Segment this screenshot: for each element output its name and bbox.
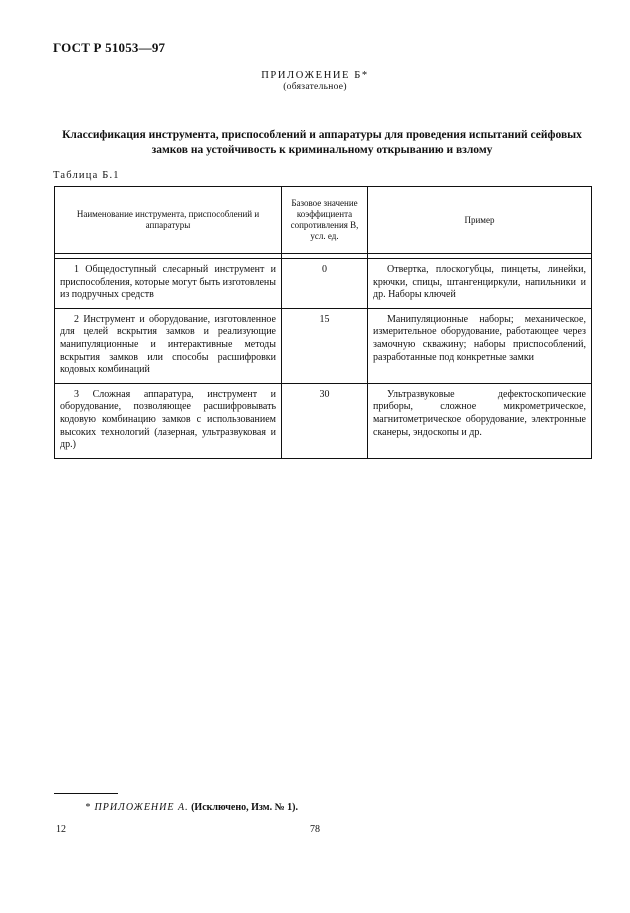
table-row (55, 308, 592, 383)
appendix-title: ПРИЛОЖЕНИЕ Б* (261, 70, 369, 81)
page-number-left: 12 (56, 824, 66, 835)
table-row (55, 383, 592, 458)
column-header-name: Наименование инструмента, приспособлений и аппаратуры (55, 187, 282, 254)
footnote-divider (54, 793, 118, 794)
row-name-cell: 2 Инструмент и оборудование, изготовленное для целей вскрытия замков и реализующие манипуляционные и интерактивные методы вскрытия замков или способы расшифровки кодовых комбинаций (55, 308, 282, 383)
page-number-center: 78 (310, 824, 320, 835)
footnote (85, 802, 298, 813)
column-header-example: Пример (368, 187, 592, 254)
row-value-cell: 30 (282, 383, 368, 458)
document-code: ГОСТ Р 51053—97 (53, 40, 166, 55)
main-title: Классификация инструмента, приспособлений и аппаратуры для проведения испытаний сейфовых замков на устойчивость к криминальному открыванию и взлому (62, 129, 582, 156)
row-example-cell: Отвертка, плоскогубцы, пинцеты, линейки, крючки, спицы, штангенциркули, напильники и др. Наборы ключей (368, 259, 592, 309)
table-label: Таблица Б.1 (53, 170, 120, 181)
footnote-label: * ПРИЛОЖЕНИЕ А. (85, 802, 189, 813)
footnote-text: (Исключено, Изм. № 1). (191, 802, 298, 813)
row-example-cell: Ультразвуковые дефектоскопические приборы, сложное микрометрическое, магнитометрическое оборудование, электронные сканеры, эндоскопы и др. (368, 383, 592, 458)
column-header-coefficient: Базовое значение коэффициента сопротивления В, усл. ед. (282, 187, 368, 254)
table-header-row (55, 187, 592, 254)
row-value-cell: 15 (282, 308, 368, 383)
appendix-subtitle: (обязательное) (283, 82, 347, 92)
row-name-cell: 1 Общедоступный слесарный инструмент и приспособления, которые могут быть изготовлены из подручных средств (55, 259, 282, 309)
row-example-cell: Манипуляционные наборы; механическое, измерительное оборудование, работающее через замочную скважину; наборы приспособлений, разработанные под конкретные замки (368, 308, 592, 383)
row-name-cell: 3 Сложная аппаратура, инструмент и оборудование, позволяющее расшифровывать кодовую комбинацию замков с использованием высоких технологий (лазерная, ультразвуковая и др.) (55, 383, 282, 458)
row-value-cell: 0 (282, 259, 368, 309)
table-row (55, 259, 592, 309)
classification-table (54, 186, 592, 459)
